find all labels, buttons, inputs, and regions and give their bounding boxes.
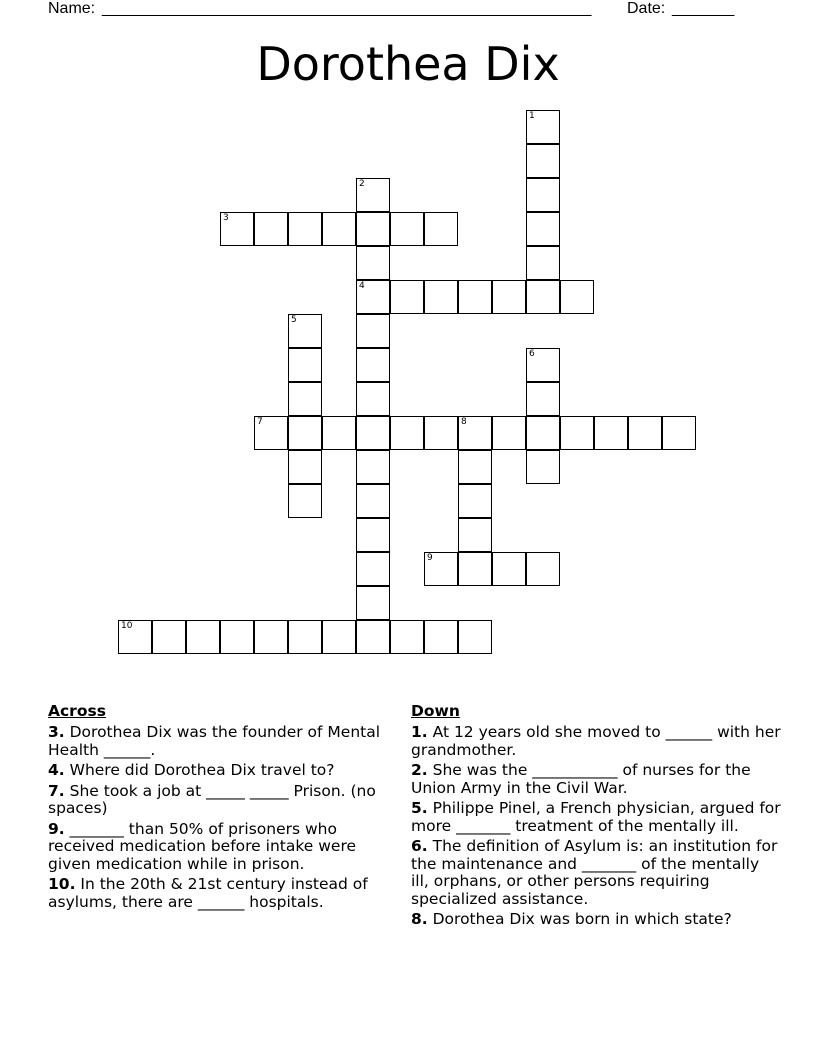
clue-text: At 12 years old she moved to ______ with her grandmother. <box>411 723 781 759</box>
clue-number: 5 <box>291 315 297 325</box>
grid-cell[interactable] <box>356 484 390 518</box>
clue-number: 9 <box>427 553 433 563</box>
grid-cell[interactable] <box>458 518 492 552</box>
grid-cell[interactable] <box>492 416 526 450</box>
clue-text: Dorothea Dix was born in which state? <box>427 910 732 928</box>
grid-cell[interactable] <box>424 620 458 654</box>
across-clue <box>48 821 388 874</box>
clue-number: 3 <box>223 213 229 223</box>
grid-cell[interactable] <box>492 280 526 314</box>
across-clue <box>48 783 388 818</box>
grid-cell[interactable] <box>458 552 492 586</box>
clue-number: 4 <box>359 281 365 291</box>
clue-text: She took a job at _____ _____ Prison. (no spaces) <box>48 781 376 817</box>
clue-number: 8 <box>461 417 467 427</box>
clue-number-label: 2. <box>411 761 428 779</box>
grid-cell[interactable] <box>594 416 628 450</box>
grid-cell[interactable] <box>288 620 322 654</box>
grid-cell[interactable] <box>322 620 356 654</box>
date-label: Date: <box>627 0 666 17</box>
grid-cell[interactable] <box>526 144 560 178</box>
grid-cell[interactable] <box>356 314 390 348</box>
grid-cell[interactable] <box>458 450 492 484</box>
grid-cell[interactable] <box>288 450 322 484</box>
grid-cell[interactable] <box>526 450 560 484</box>
grid-cell[interactable] <box>662 416 696 450</box>
clue-number: 6 <box>529 349 535 359</box>
across-clue <box>48 724 388 759</box>
grid-cell[interactable] <box>288 484 322 518</box>
header <box>48 0 748 20</box>
grid-cell[interactable] <box>390 280 424 314</box>
grid-cell[interactable] <box>356 620 390 654</box>
grid-cell[interactable] <box>628 416 662 450</box>
grid-cell[interactable] <box>356 280 390 314</box>
grid-cell[interactable] <box>424 212 458 246</box>
grid-cell[interactable] <box>254 212 288 246</box>
grid-cell[interactable] <box>526 178 560 212</box>
clue-text: Dorothea Dix was the founder of Mental Health ______. <box>48 723 381 759</box>
grid-cell[interactable] <box>322 212 356 246</box>
grid-cell[interactable] <box>526 280 560 314</box>
down-clue <box>411 800 781 835</box>
grid-cell[interactable] <box>458 620 492 654</box>
down-heading: Down <box>411 702 460 720</box>
clue-number: 10 <box>121 621 133 631</box>
clue-number-label: 10. <box>48 875 76 893</box>
grid-cell[interactable] <box>390 620 424 654</box>
across-clue <box>48 876 388 911</box>
grid-cell[interactable] <box>288 314 322 348</box>
grid-cell[interactable] <box>356 348 390 382</box>
clue-number-label: 4. <box>48 761 65 779</box>
clue-number-label: 7. <box>48 781 65 800</box>
grid-cell[interactable] <box>424 280 458 314</box>
grid-cell[interactable] <box>254 620 288 654</box>
grid-cell[interactable] <box>186 620 220 654</box>
grid-cell[interactable] <box>220 212 254 246</box>
grid-cell[interactable] <box>356 450 390 484</box>
grid-cell[interactable] <box>560 280 594 314</box>
grid-cell[interactable] <box>390 416 424 450</box>
clue-text: In the 20th & 21st century instead of asylums, there are ______ hospitals. <box>48 875 368 911</box>
across-clue <box>48 762 388 780</box>
grid-cell[interactable] <box>356 178 390 212</box>
grid-cell[interactable] <box>356 382 390 416</box>
clue-text: Philippe Pinel, a French physician, argued for more _______ treatment of the mentally ill. <box>411 799 781 835</box>
clue-number-label: 8. <box>411 910 428 928</box>
page-title: Dorothea Dix <box>256 37 560 91</box>
down-clue <box>411 762 781 797</box>
grid-cell[interactable] <box>220 620 254 654</box>
grid-cell[interactable] <box>288 348 322 382</box>
grid-cell[interactable] <box>526 212 560 246</box>
clue-text: The definition of Asylum is: an institution for the maintenance and _______ of the mentally ill, orphans, or other persons requiring specialized assistance. <box>411 837 778 908</box>
name-label: Name: <box>48 0 96 17</box>
down-clue <box>411 911 781 929</box>
across-clues <box>48 702 388 914</box>
across-heading: Across <box>48 702 106 720</box>
grid-cell[interactable] <box>424 416 458 450</box>
clue-number: 7 <box>257 417 263 427</box>
grid-cell[interactable] <box>458 484 492 518</box>
grid-cell[interactable] <box>526 348 560 382</box>
grid-cell[interactable] <box>492 552 526 586</box>
grid-cell[interactable] <box>356 586 390 620</box>
clue-number: 2 <box>359 179 365 189</box>
grid-cell[interactable] <box>356 246 390 280</box>
clue-number-label: 5. <box>411 799 428 817</box>
grid-cell[interactable] <box>356 212 390 246</box>
clue-number: 1 <box>529 111 535 121</box>
grid-cell[interactable] <box>458 416 492 450</box>
grid-cell[interactable] <box>288 382 322 416</box>
grid-cell[interactable] <box>458 280 492 314</box>
clue-number-label: 1. <box>411 723 428 741</box>
date-blank[interactable]: _______ <box>672 0 735 17</box>
grid-cell[interactable] <box>288 416 322 450</box>
grid-cell[interactable] <box>560 416 594 450</box>
clue-number-label: 3. <box>48 723 65 741</box>
grid-cell[interactable] <box>152 620 186 654</box>
grid-cell[interactable] <box>356 518 390 552</box>
grid-cell[interactable] <box>288 212 322 246</box>
down-clue <box>411 724 781 759</box>
clue-number-label: 6. <box>411 837 428 855</box>
grid-cell[interactable] <box>254 416 288 450</box>
clue-text: _______ than 50% of prisoners who received medication before intake were given medication while in prison. <box>48 819 357 873</box>
grid-cell[interactable] <box>526 110 560 144</box>
grid-cell[interactable] <box>118 620 152 654</box>
grid-cell[interactable] <box>526 382 560 416</box>
clue-text: Where did Dorothea Dix travel to? <box>64 761 335 779</box>
down-clues <box>411 702 781 932</box>
grid-cell[interactable] <box>526 246 560 280</box>
down-clue <box>411 838 781 908</box>
clue-number-label: 9. <box>48 819 65 838</box>
grid-cell[interactable] <box>424 552 458 586</box>
name-blank[interactable]: _______________________________________________________ <box>102 0 592 17</box>
grid-cell[interactable] <box>356 416 390 450</box>
grid-cell[interactable] <box>526 552 560 586</box>
clue-text: She was the ___________ of nurses for the Union Army in the Civil War. <box>411 761 751 797</box>
grid-cell[interactable] <box>526 416 560 450</box>
grid-cell[interactable] <box>390 212 424 246</box>
grid-cell[interactable] <box>356 552 390 586</box>
grid-cell[interactable] <box>322 416 356 450</box>
